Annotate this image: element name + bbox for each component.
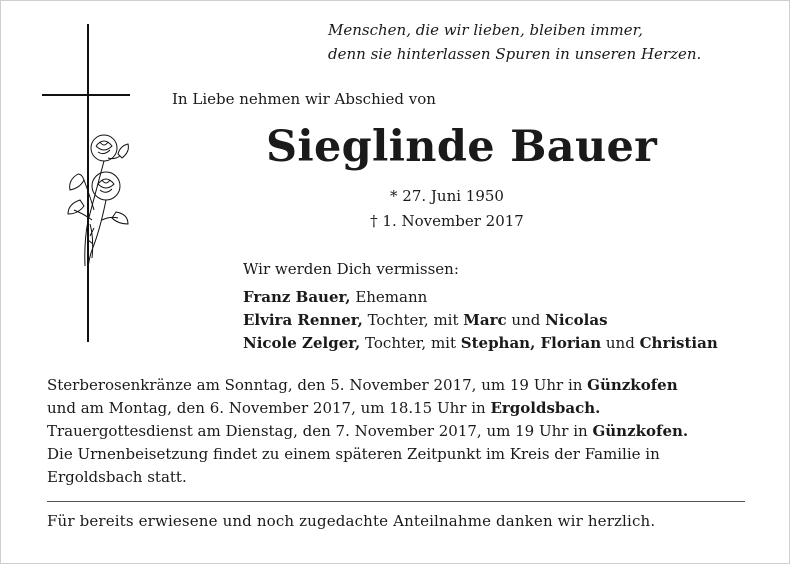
- text-segment: Tochter, mit: [362, 311, 464, 329]
- bold-text: Nicolas: [545, 311, 608, 329]
- text-segment: und: [506, 311, 546, 329]
- mourners-heading: Wir werden Dich vermissen:: [243, 260, 459, 278]
- bold-text: Günzkofen.: [592, 422, 689, 440]
- thanks-text: Für bereits erwiesene und noch zugedachte Anteilnahme danken wir herzlich.: [47, 512, 656, 530]
- deceased-name: Sieglinde Bauer: [266, 122, 658, 172]
- cross-horizontal-bar: [42, 94, 130, 96]
- mourner-line: [243, 286, 718, 309]
- mourners-list: [243, 286, 718, 355]
- text-segment: Sterberosenkränze am Sonntag, den 5. November 2017, um 19 Uhr in: [47, 376, 588, 394]
- service-line: [47, 420, 747, 443]
- bold-text: Marc: [463, 311, 507, 329]
- motto-line-2: denn sie hinterlassen Spuren in unseren Herzen.: [328, 45, 702, 63]
- death-date: † 1. November 2017: [370, 212, 524, 230]
- service-line: [47, 374, 747, 397]
- mourners-block: [243, 258, 718, 355]
- service-line: [47, 397, 747, 420]
- bold-text: Stephan, Florian: [460, 334, 602, 352]
- text-segment: und am Montag, den 6. November 2017, um 18.15 Uhr in: [47, 399, 491, 417]
- text-segment: Tochter, mit: [360, 334, 461, 352]
- divider-line: [47, 501, 745, 502]
- mourner-line: [243, 332, 718, 355]
- bold-text: Nicole Zelger,: [243, 334, 361, 352]
- text-segment: Ehemann: [350, 288, 428, 306]
- bold-text: Ergoldsbach.: [490, 399, 601, 417]
- life-dates: [320, 184, 574, 234]
- text-segment: Die Urnenbeisetzung findet zu einem späteren Zeitpunkt im Kreis der Familie in: [47, 445, 660, 463]
- bold-text: Günzkofen: [587, 376, 678, 394]
- service-line: [47, 443, 747, 466]
- birth-date: * 27. Juni 1950: [390, 187, 504, 205]
- motto-quote: [328, 18, 768, 66]
- bold-text: Franz Bauer,: [243, 288, 351, 306]
- service-line: [47, 466, 747, 489]
- text-segment: Ergoldsbach statt.: [47, 468, 187, 486]
- bold-text: Christian: [639, 334, 718, 352]
- bold-text: Elvira Renner,: [243, 311, 363, 329]
- text-segment: und: [601, 334, 640, 352]
- mourner-line: [243, 309, 718, 332]
- text-segment: Trauergottesdienst am Dienstag, den 7. November 2017, um 19 Uhr in: [47, 422, 593, 440]
- intro-text: In Liebe nehmen wir Abschied von: [172, 90, 436, 108]
- roses-icon: [60, 128, 130, 268]
- motto-line-1: Menschen, die wir lieben, bleiben immer,: [328, 21, 643, 39]
- service-info: [47, 374, 747, 489]
